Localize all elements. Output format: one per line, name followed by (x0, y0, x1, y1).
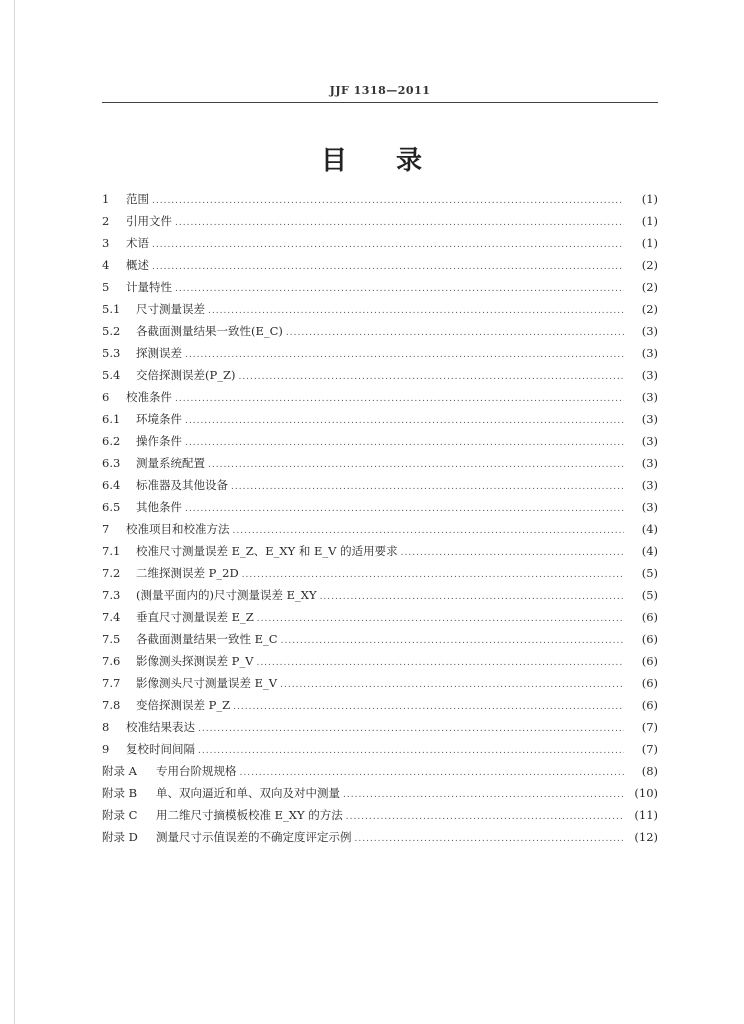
toc-entry-number: 5.2 (102, 324, 121, 338)
toc-dot-leader (152, 256, 624, 276)
toc-entry-title: 二维探测误差 P_2D (136, 566, 239, 580)
toc-entry-title: 各截面测量结果一致性 E_C (136, 632, 278, 646)
toc-entry-number: 6.2 (102, 434, 121, 448)
toc-dot-leader (185, 410, 624, 430)
toc-entry-page: (3) (641, 500, 658, 514)
toc-entry-page: (11) (634, 808, 658, 822)
toc-entry-title: 校准条件 (126, 390, 172, 404)
toc-entry[interactable] (102, 342, 658, 364)
toc-dot-leader (346, 806, 624, 826)
toc-entry[interactable] (102, 650, 658, 672)
toc-dot-leader (320, 586, 624, 606)
toc-dot-leader (343, 784, 624, 804)
document-code-header: JJF 1318—2011 (329, 84, 431, 97)
toc-entry-title: 尺寸测量误差 (136, 302, 205, 316)
toc-dot-leader (198, 718, 624, 738)
toc-entry-number: 附录 D (102, 830, 138, 844)
toc-entry-title: 其他条件 (136, 500, 182, 514)
toc-entry-title: 校准项目和校准方法 (126, 522, 230, 536)
toc-dot-leader (286, 322, 624, 342)
toc-entry[interactable] (102, 188, 658, 210)
toc-dot-leader (257, 608, 624, 628)
toc-entry-page: (2) (641, 280, 658, 294)
toc-entry-page: (6) (641, 698, 658, 712)
table-of-contents (102, 188, 658, 848)
toc-entry-page: (3) (641, 434, 658, 448)
toc-entry-title: (测量平面内的)尺寸测量误差 E_XY (136, 588, 317, 602)
toc-entry-page: (6) (641, 654, 658, 668)
toc-entry-page: (3) (641, 478, 658, 492)
toc-entry-number: 6 (102, 390, 110, 404)
page-title: 目 录 (320, 146, 424, 176)
toc-entry-number: 8 (102, 720, 110, 734)
toc-entry-page: (4) (641, 544, 658, 558)
toc-entry[interactable] (102, 364, 658, 386)
toc-entry-title: 各截面测量结果一致性(E_C) (136, 324, 283, 338)
toc-entry-page: (4) (641, 522, 658, 536)
toc-entry-page: (2) (641, 258, 658, 272)
toc-entry-number: 3 (102, 236, 110, 250)
toc-entry-number: 7.2 (102, 566, 121, 580)
toc-entry[interactable] (102, 518, 658, 540)
toc-dot-leader (281, 630, 624, 650)
toc-entry-title: 探测误差 (136, 346, 182, 360)
toc-entry-title: 测量系统配置 (136, 456, 205, 470)
toc-dot-leader (256, 652, 624, 672)
toc-entry-title: 用二维尺寸摘模板校准 E_XY 的方法 (156, 808, 343, 822)
toc-entry-number: 附录 A (102, 764, 137, 778)
toc-entry-title: 概述 (126, 258, 149, 272)
toc-entry-page: (1) (641, 236, 658, 250)
toc-entry-number: 7.4 (102, 610, 121, 624)
toc-dot-leader (233, 520, 625, 540)
toc-entry-number: 2 (102, 214, 110, 228)
toc-dot-leader (280, 674, 624, 694)
toc-entry[interactable] (102, 738, 658, 760)
toc-entry-number: 5.1 (102, 302, 121, 316)
toc-entry-number: 6.1 (102, 412, 121, 426)
toc-entry[interactable] (102, 584, 658, 606)
toc-entry-number: 7.6 (102, 654, 121, 668)
toc-entry[interactable] (102, 408, 658, 430)
toc-entry-number: 4 (102, 258, 110, 272)
toc-entry-number: 附录 C (102, 808, 138, 822)
toc-entry[interactable] (102, 760, 658, 782)
toc-dot-leader (185, 344, 624, 364)
toc-entry-number: 9 (102, 742, 110, 756)
toc-entry-page: (12) (634, 830, 658, 844)
toc-entry[interactable] (102, 606, 658, 628)
toc-entry-title: 影像测头尺寸测量误差 E_V (136, 676, 278, 690)
toc-entry-number: 7.3 (102, 588, 121, 602)
toc-entry-title: 复校时间间隔 (126, 742, 195, 756)
toc-dot-leader (185, 432, 624, 452)
toc-entry[interactable] (102, 628, 658, 650)
toc-entry-title: 测量尺寸示值误差的不确定度评定示例 (156, 830, 352, 844)
toc-entry-page: (10) (634, 786, 658, 800)
toc-entry-number: 6.3 (102, 456, 121, 470)
toc-dot-leader (198, 740, 624, 760)
toc-dot-leader (185, 498, 624, 518)
toc-entry[interactable] (102, 386, 658, 408)
toc-entry-page: (3) (641, 368, 658, 382)
toc-dot-leader (152, 234, 624, 254)
toc-entry-page: (6) (641, 676, 658, 690)
toc-dot-leader (175, 278, 624, 298)
toc-dot-leader (240, 762, 625, 782)
toc-dot-leader (238, 366, 624, 386)
toc-dot-leader (242, 564, 624, 584)
toc-entry[interactable] (102, 826, 658, 848)
toc-entry-title: 范围 (126, 192, 149, 206)
toc-entry-page: (3) (641, 456, 658, 470)
toc-entry[interactable] (102, 540, 658, 562)
toc-entry-number: 5 (102, 280, 110, 294)
toc-entry-title: 操作条件 (136, 434, 182, 448)
toc-dot-leader (355, 828, 625, 848)
toc-dot-leader (175, 212, 624, 232)
toc-entry[interactable] (102, 782, 658, 804)
toc-entry-number: 7.5 (102, 632, 121, 646)
toc-entry-page: (5) (641, 566, 658, 580)
toc-entry[interactable] (102, 672, 658, 694)
toc-entry-page: (5) (641, 588, 658, 602)
toc-entry[interactable] (102, 496, 658, 518)
toc-entry-title: 环境条件 (136, 412, 182, 426)
toc-entry-number: 5.4 (102, 368, 121, 382)
toc-entry-number: 7.1 (102, 544, 121, 558)
toc-dot-leader (208, 300, 624, 320)
toc-entry[interactable] (102, 232, 658, 254)
toc-entry[interactable] (102, 320, 658, 342)
toc-entry-page: (3) (641, 346, 658, 360)
toc-entry-number: 7.7 (102, 676, 121, 690)
toc-entry-title: 术语 (126, 236, 149, 250)
toc-entry[interactable] (102, 474, 658, 496)
toc-entry[interactable] (102, 804, 658, 826)
toc-entry[interactable] (102, 210, 658, 232)
toc-entry-page: (7) (641, 720, 658, 734)
toc-dot-leader (231, 476, 624, 496)
toc-entry[interactable] (102, 452, 658, 474)
toc-entry-number: 6.4 (102, 478, 121, 492)
toc-entry[interactable] (102, 694, 658, 716)
toc-dot-leader (233, 696, 624, 716)
toc-entry-title: 交倍探测误差(P_Z) (136, 368, 236, 382)
toc-entry[interactable] (102, 430, 658, 452)
toc-entry[interactable] (102, 716, 658, 738)
toc-entry-number: 附录 B (102, 786, 138, 800)
toc-entry[interactable] (102, 276, 658, 298)
toc-entry-page: (6) (641, 632, 658, 646)
toc-entry-title: 专用台阶规规格 (156, 764, 237, 778)
toc-entry-page: (3) (641, 390, 658, 404)
toc-dot-leader (401, 542, 624, 562)
toc-entry-number: 1 (102, 192, 110, 206)
toc-entry[interactable] (102, 562, 658, 584)
toc-dot-leader (208, 454, 624, 474)
toc-entry-page: (8) (641, 764, 658, 778)
toc-entry-page: (3) (641, 324, 658, 338)
toc-entry-title: 标准器及其他设备 (136, 478, 228, 492)
toc-entry-page: (2) (641, 302, 658, 316)
toc-entry-number: 5.3 (102, 346, 121, 360)
toc-dot-leader (175, 388, 624, 408)
toc-entry-page: (7) (641, 742, 658, 756)
toc-entry-title: 校准尺寸测量误差 E_Z、E_XY 和 E_V 的适用要求 (136, 544, 398, 558)
toc-entry-page: (1) (641, 214, 658, 228)
toc-entry-number: 7.8 (102, 698, 121, 712)
toc-entry-number: 6.5 (102, 500, 121, 514)
toc-entry-number: 7 (102, 522, 110, 536)
toc-entry-title: 变倍探测误差 P_Z (136, 698, 231, 712)
toc-entry-page: (3) (641, 412, 658, 426)
toc-entry-title: 引用文件 (126, 214, 172, 228)
toc-entry-page: (6) (641, 610, 658, 624)
toc-entry-title: 影像测头探测误差 P_V (136, 654, 254, 668)
toc-entry[interactable] (102, 298, 658, 320)
toc-entry-page: (1) (641, 192, 658, 206)
toc-entry-title: 计量特性 (126, 280, 172, 294)
header-rule (102, 102, 658, 103)
toc-entry-title: 垂直尺寸测量误差 E_Z (136, 610, 254, 624)
toc-entry[interactable] (102, 254, 658, 276)
toc-entry-title: 校准结果表达 (126, 720, 195, 734)
toc-entry-title: 单、双向逼近和单、双向及对中测量 (156, 786, 340, 800)
toc-dot-leader (152, 190, 624, 210)
